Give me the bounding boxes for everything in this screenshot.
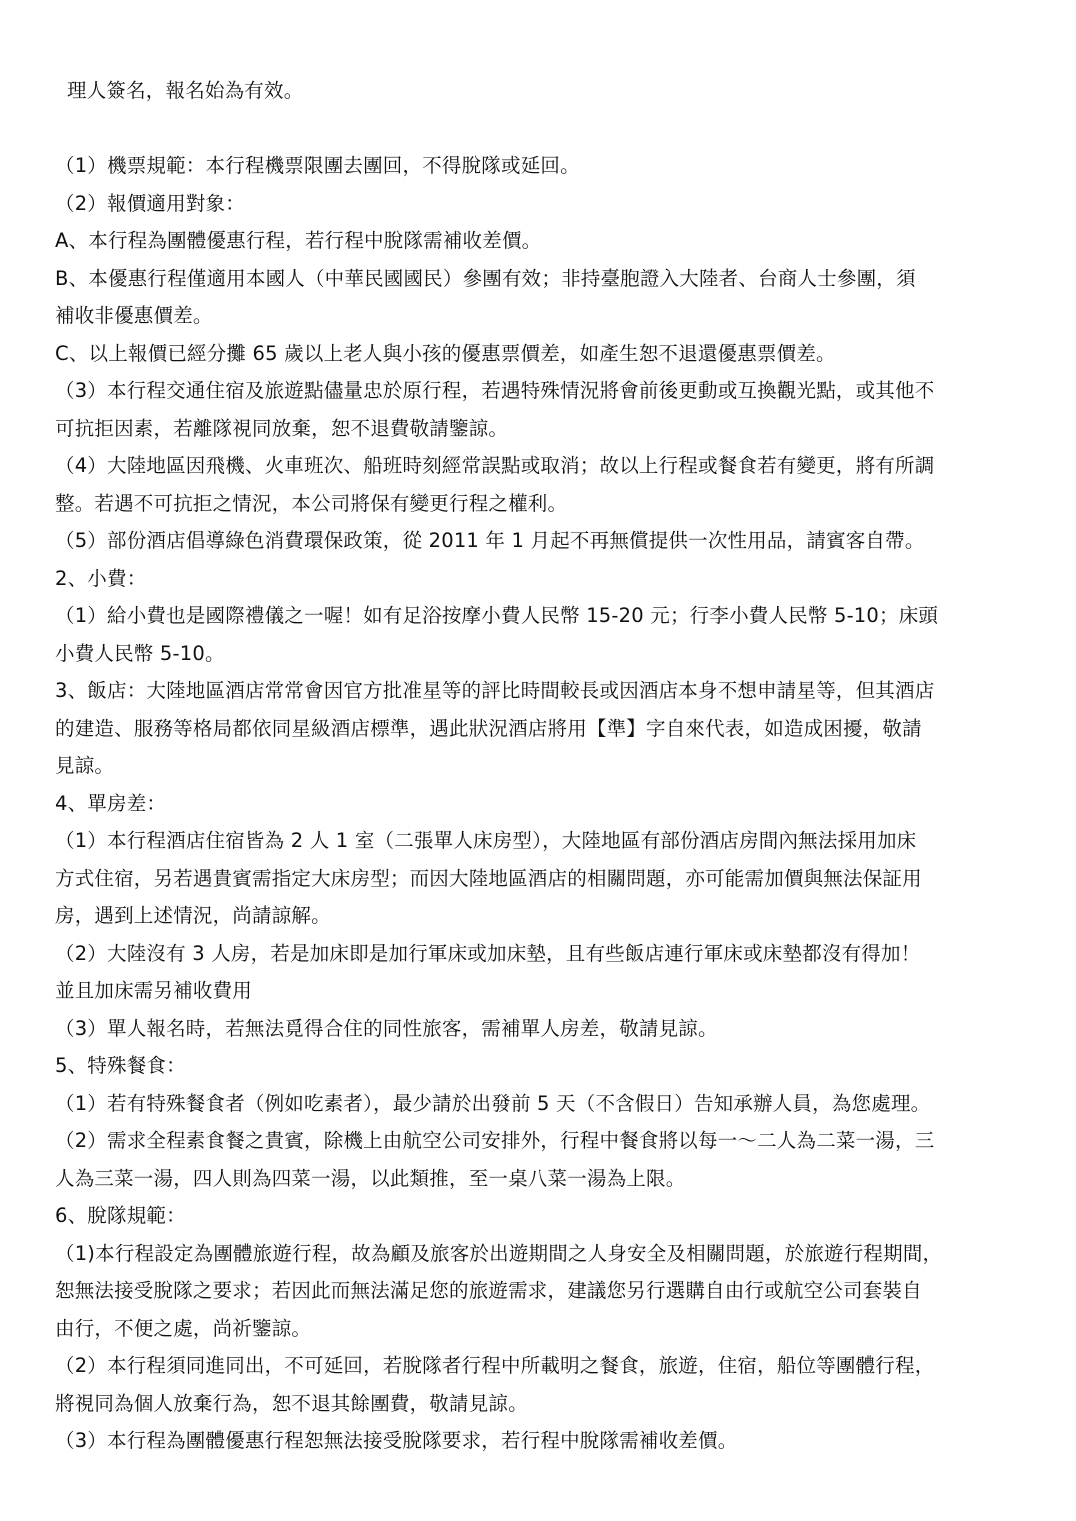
document-page	[55, 72, 1017, 1460]
text-line-18: 的建造、服務等格局都依同星級酒店標準，遇此狀況酒店將用【準】字自來代表，如造成困擾，敬請	[55, 716, 922, 740]
text-line-30: 人為三菜一湯，四人則為四菜一湯，以此類推，至一桌八菜一湯為上限。	[55, 1166, 686, 1190]
text-line-22: 方式住宿，另若遇貴賓需指定大床房型；而因大陸地區酒店的相關問題，亦可能需加價與無法保証用	[55, 866, 922, 890]
text-line-26: （3）單人報名時，若無法覓得合住的同性旅客，需補單人房差，敬請見諒。	[55, 1016, 718, 1040]
text-line-37: （3）本行程為團體優惠行程恕無法接受脫隊要求，若行程中脫隊需補收差價。	[55, 1429, 738, 1452]
text-line-17: 3、飯店：大陸地區酒店常常會因官方批准星等的評比時間較長或因酒店本身不想申請星等，但其酒店	[55, 679, 935, 702]
section-heading-tips: 2、小費：	[55, 566, 147, 590]
text-line-1: 理人簽名，報名始為有效。	[67, 79, 304, 102]
text-line-32: （1)本行程設定為團體旅遊行程，故為顧及旅客於出遊期間之人身安全及相關問題，於旅遊行程期間，	[55, 1241, 943, 1265]
text-line-23: 房，遇到上述情況，尚請諒解。	[55, 904, 331, 927]
text-line-15: （1）給小費也是國際禮儀之一喔！如有足浴按摩小費人民幣 15-20 元；行李小費人民幣 5-10；床頭	[55, 604, 939, 627]
text-line-13: （5）部份酒店倡導綠色消費環保政策，從 2011 年 1 月起不再無償提供一次性用品，請賓客自帶。	[55, 529, 925, 552]
text-line-34: 由行，不便之處，尚祈鑒諒。	[55, 1316, 312, 1340]
text-line-5: A、本行程為團體優惠行程，若行程中脫隊需補收差價。	[55, 229, 542, 252]
text-line-19: 見諒。	[55, 754, 115, 777]
text-line-8: C、以上報價已經分攤 65 歲以上老人與小孩的優惠票價差，如產生恕不退還優惠票價差。	[55, 341, 836, 365]
section-heading-leaving-group: 6、脫隊規範：	[55, 1204, 186, 1227]
text-line-9: （3）本行程交通住宿及旅遊點儘量忠於原行程，若遇特殊情況將會前後更動或互換觀光點，或其他不	[55, 379, 935, 402]
text-line-35: （2）本行程須同進同出，不可延回，若脫隊者行程中所載明之餐食，旅遊，住宿，船位等團體行程，	[55, 1354, 935, 1377]
paragraph-gap	[55, 110, 1017, 148]
text-line-29: （2）需求全程素食餐之貴賓，除機上由航空公司安排外，行程中餐食將以每一～二人為二菜一湯，三	[55, 1129, 935, 1152]
text-line-7: 補收非優惠價差。	[55, 304, 213, 327]
text-line-12: 整。若遇不可抗拒之情況，本公司將保有變更行程之權利。	[55, 491, 568, 515]
text-line-4: （2）報價適用對象：	[55, 191, 245, 215]
text-line-36: 將視同為個人放棄行為，恕不退其餘團費，敬請見諒。	[55, 1391, 528, 1415]
text-line-21: （1）本行程酒店住宿皆為 2 人 1 室（二張單人床房型），大陸地區有部份酒店房間內無法採用加床	[55, 829, 917, 852]
text-line-10: 可抗拒因素，若離隊視同放棄，恕不退費敬請鑒諒。	[55, 416, 509, 440]
section-heading-single-room: 4、單房差：	[55, 791, 167, 815]
text-line-11: （4）大陸地區因飛機、火車班次、船班時刻經常誤點或取消；故以上行程或餐食若有變更，將有所調	[55, 454, 935, 477]
text-line-6: B、本優惠行程僅適用本國人（中華民國國民）參團有效；非持臺胞證入大陸者、台商人士參團，須	[55, 266, 916, 290]
text-line-24: （2）大陸沒有 3 人房，若是加床即是加行軍床或加床墊，且有些飯店連行軍床或床墊都沒有得加！	[55, 941, 921, 965]
text-line-28: （1）若有特殊餐食者（例如吃素者），最少請於出發前 5 天（不含假日）告知承辦人員，為您處理。	[55, 1091, 931, 1115]
text-line-33: 恕無法接受脫隊之要求；若因此而無法滿足您的旅遊需求，建議您另行選購自由行或航空公司套裝自	[55, 1279, 922, 1302]
text-line-16: 小費人民幣 5-10。	[55, 641, 225, 665]
section-heading-special-meals: 5、特殊餐食：	[55, 1054, 186, 1077]
text-line-3: （1）機票規範：本行程機票限團去團回，不得脫隊或延回。	[55, 154, 580, 177]
text-line-25: 並且加床需另補收費用	[55, 979, 253, 1002]
